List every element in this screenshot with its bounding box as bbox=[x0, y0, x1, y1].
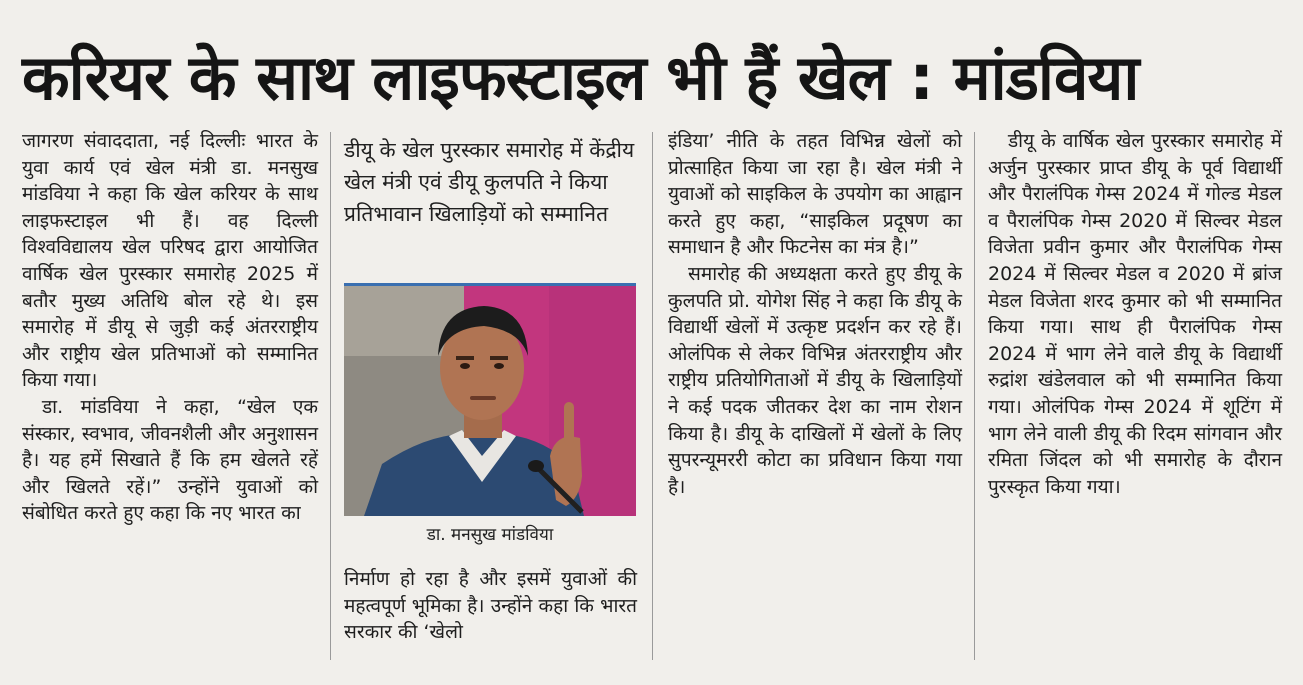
col3-paragraph-2: समारोह की अध्यक्षता करते हुए डीयू के कुलपति प्रो. योगेश सिंह ने कहा कि डीयू के विद्यार्थी खेलों में उत्कृष्ट प्रदर्शन कर रहे हैं। ओलंपिक से लेकर विभिन्न अंतरराष्ट्रीय और राष्ट्रीय प्रतियोगिताओं में डीयू के खिलाड़ियों ने कई पदक जीतकर देश का नाम रोशन किया है। डीयू के दाखिलों में खेलों के लिए सुपरन्यूमररी कोटा का प्रविधान किया गया है। bbox=[668, 262, 962, 498]
news-photo bbox=[344, 283, 636, 516]
headline: करियर के साथ लाइफस्टाइल भी हैं खेल : मांडविया bbox=[22, 41, 1139, 114]
column-3 bbox=[668, 128, 962, 500]
column-2-text bbox=[344, 566, 637, 646]
column-1 bbox=[22, 128, 318, 527]
photo-caption: डा. मनसुख मांडविया bbox=[426, 525, 554, 545]
col1-paragraph-2: डा. मांडविया ने कहा, “खेल एक संस्कार, स्वभाव, जीवनशैली और अनुशासन है। यह हमें सिखाते हैं कि हम खेलते रहें और खिलते रहें।” उन्होंने युवाओं को संबोधित करते हुए कहा कि नए भारत का bbox=[22, 395, 318, 525]
column-divider bbox=[974, 132, 975, 660]
col4-paragraph-1: डीयू के वार्षिक खेल पुरस्कार समारोह में अर्जुन पुरस्कार प्राप्त डीयू के पूर्व विद्यार्थी और पैरालंपिक गेम्स 2024 में गोल्ड मेडल व पैरालंपिक गेम्स 2020 में सिल्वर मेडल विजेता प्रवीन कुमार और पैरालंपिक गेम्स 2024 में सिल्वर मेडल व 2020 में ब्रांज मेडल विजेता शरद कुमार को भी सम्मानित किया गया। साथ ही पैरालंपिक गेम्स 2024 में भाग लेने वाले डीयू के विद्यार्थी रुद्रांश खंडेलवाल को भी सम्मानित किया गया। ओलंपिक गेम्स 2024 में शूटिंग में भाग लेने वाली डीयू की रिदम सांगवान और रमिता जिंदल को भी समारोह के दौरान पुरस्कृत किया गया। bbox=[988, 130, 1282, 498]
col1-paragraph-1: जागरण संवाददाता, नई दिल्लीः भारत के युवा कार्य एवं खेल मंत्री डा. मनसुख मांडविया ने कहा कि खेल करियर के साथ लाइफस्टाइल भी हैं। वह दिल्ली विश्वविद्यालय खेल परिषद द्वारा आयोजित वार्षिक खेल पुरस्कार समारोह 2025 में बतौर मुख्य अतिथि बोल रहे थे। इस समारोह में डीयू से जुड़ी कई अंतरराष्ट्रीय और राष्ट्रीय खेल प्रतिभाओं को सम्मानित किया गया। bbox=[22, 130, 318, 392]
column-4 bbox=[988, 128, 1282, 500]
col3-paragraph-1: इंडिया’ नीति के तहत विभिन्न खेलों को प्रोत्साहित किया जा रहा है। खेल मंत्री ने युवाओं को साइकिल के उपयोग का आह्वान करते हुए कहा, “साइकिल प्रदूषण का समाधान है और फिटनेस का मंत्र है।” bbox=[668, 130, 962, 259]
photo-minister-speaking bbox=[344, 286, 636, 516]
highlight-blurb: डीयू के खेल पुरस्कार समारोह में केंद्रीय खेल मंत्री एवं डीयू कुलपति ने किया प्रतिभावान खिलाड़ियों को सम्मानित bbox=[344, 138, 635, 226]
column-divider bbox=[330, 132, 331, 660]
col2-paragraph-1: निर्माण हो रहा है और इसमें युवाओं की महत्वपूर्ण भूमिका है। उन्होंने कहा कि भारत सरकार की ‘खेलो bbox=[344, 568, 637, 644]
column-divider bbox=[652, 132, 653, 660]
